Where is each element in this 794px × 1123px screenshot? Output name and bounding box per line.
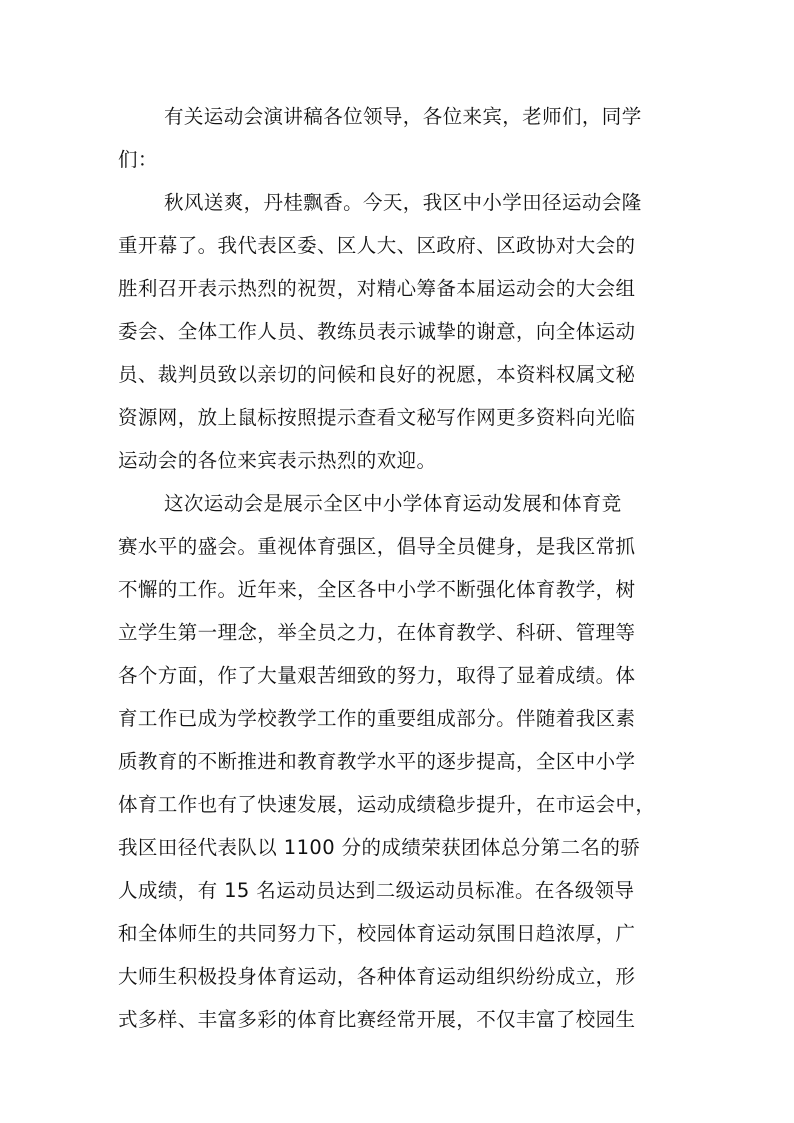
- text-line: 质教育的不断推进和教育教学水平的逐步提高，全区中小学: [118, 750, 636, 773]
- text-line: 各个方面，作了大量艰苦细致的努力，取得了显着成绩。体: [118, 664, 636, 687]
- text-line: 有关运动会演讲稿各位领导，各位来宾，老师们，同学: [164, 105, 642, 128]
- text-line: 式多样、丰富多彩的体育比赛经常开展，不仅丰富了校园生: [118, 1008, 636, 1031]
- text-line: 们：: [118, 148, 158, 171]
- text-line: 人成绩，有 15 名运动员达到二级运动员标准。在各级领导: [118, 879, 635, 902]
- text-line: 秋风送爽，丹桂飘香。今天，我区中小学田径运动会隆: [164, 191, 642, 214]
- text-line: 这次运动会是展示全区中小学体育运动发展和体育竞: [164, 492, 622, 515]
- text-line: 委会、全体工作人员、教练员表示诚挚的谢意，向全体运动: [118, 320, 636, 343]
- text-line: 赛水平的盛会。重视体育强区，倡导全员健身，是我区常抓: [118, 535, 636, 558]
- text-line: 资源网，放上鼠标按照提示查看文秘写作网更多资料向光临: [118, 406, 636, 429]
- text-line: 育工作已成为学校教学工作的重要组成部分。伴随着我区素: [118, 707, 636, 730]
- text-line: 大师生积极投身体育运动，各种体育运动组织纷纷成立，形: [118, 965, 636, 988]
- text-line: 不懈的工作。近年来，全区各中小学不断强化体育教学，树: [118, 578, 636, 601]
- text-line: 我区田径代表队以 1100 分的成绩荣获团体总分第二名的骄: [118, 836, 641, 859]
- text-line: 重开幕了。我代表区委、区人大、区政府、区政协对大会的: [118, 234, 636, 257]
- text-line: 员、裁判员致以亲切的问候和良好的祝愿，本资料权属文秘: [118, 363, 636, 386]
- text-line: 胜利召开表示热烈的祝贺，对精心筹备本届运动会的大会组: [118, 277, 636, 300]
- text-line: 和全体师生的共同努力下，校园体育运动氛围日趋浓厚，广: [118, 922, 636, 945]
- text-line: 体育工作也有了快速发展，运动成绩稳步提升，在市运会中，: [118, 793, 656, 816]
- text-line: 立学生第一理念，举全员之力，在体育教学、科研、管理等: [118, 621, 636, 644]
- text-line: 运动会的各位来宾表示热烈的欢迎。: [118, 449, 437, 472]
